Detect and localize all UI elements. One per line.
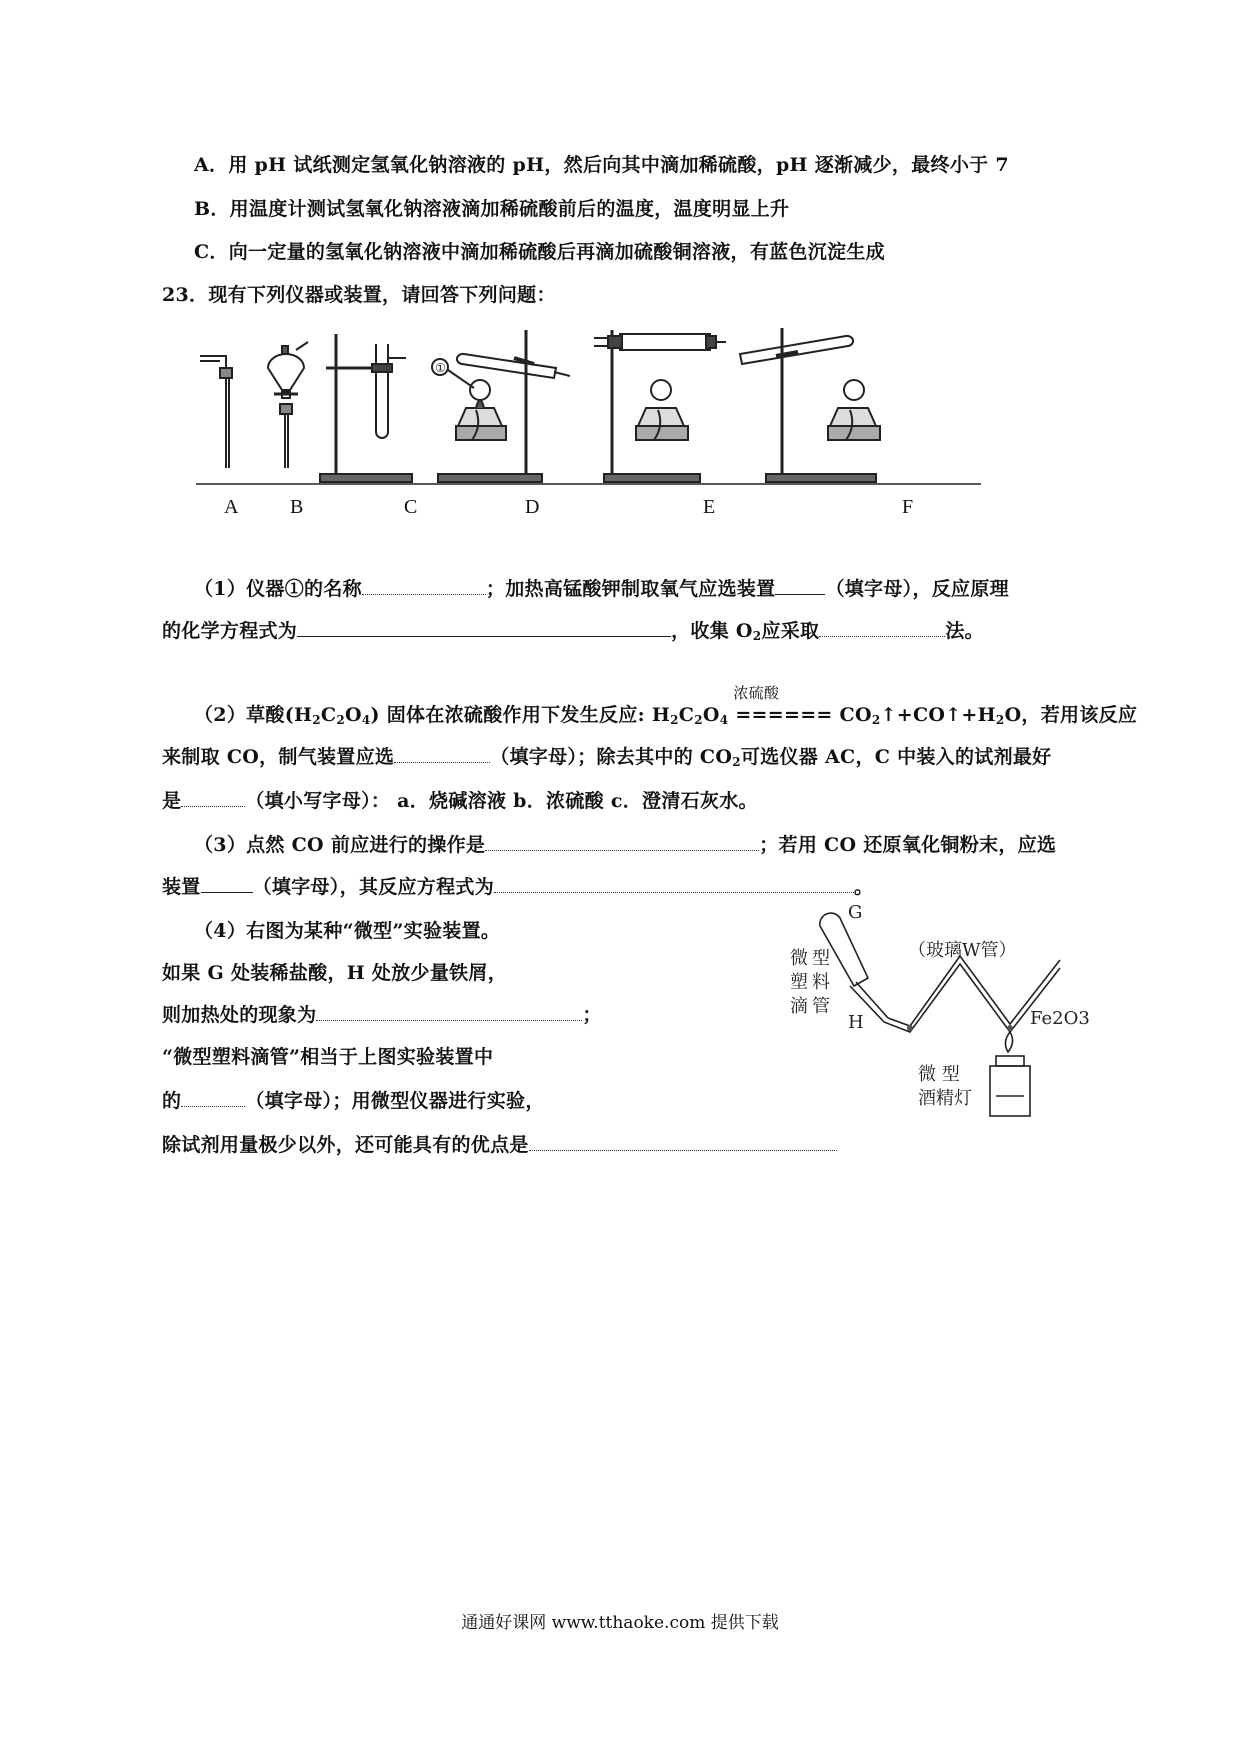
apparatus-figure xyxy=(196,328,986,494)
part2-line1: （2）草酸$(H_2C_2O_4)$ 固体在浓硫酸作用下发生反应: $H_2C_2O_4$ 浓硫酸 ====== $CO_2↑+CO↑+H_2O$，若用该反应 xyxy=(194,684,1138,727)
part1-line2: 的化学方程式为 ，收集 $O_2$应采取 法。 xyxy=(162,616,984,643)
label-dropper-4: 料 xyxy=(812,972,830,993)
label-lamp-1: 微 型 xyxy=(918,1064,960,1085)
label-dropper-5: 滴 xyxy=(790,996,808,1017)
answer-blank-cuo-apparatus[interactable] xyxy=(201,872,253,893)
label-h: H xyxy=(848,1012,864,1033)
label-f: F xyxy=(902,496,914,518)
label-dropper-3: 塑 xyxy=(790,972,808,993)
part2-line3: 是 （填小写字母）： a．烧碱溶液 b．浓硫酸 c．澄清石灰水。 xyxy=(162,786,758,813)
micro-apparatus-figure xyxy=(760,900,1120,1120)
apparatus-d xyxy=(432,330,570,482)
part3-line1: （3）点然 CO 前应进行的操作是 ；若用 CO 还原氧化铜粉末，应选 xyxy=(194,830,1056,857)
answer-blank-reagent[interactable] xyxy=(181,786,245,807)
option-b: B．用温度计测试氢氧化钠溶液滴加稀硫酸前后的温度，温度明显上升 xyxy=(194,198,790,220)
label-w-tube: （玻璃W管） xyxy=(908,940,1017,961)
apparatus-a xyxy=(200,356,232,468)
label-lamp-2: 酒精灯 xyxy=(918,1088,972,1109)
part4-line2: 如果 G 处装稀盐酸，H 处放少量铁屑， xyxy=(162,962,508,984)
label-b: B xyxy=(290,496,304,518)
label-g: G xyxy=(848,902,863,923)
answer-blank-co-operation[interactable] xyxy=(485,830,759,851)
label-c: C xyxy=(404,496,418,518)
reaction-condition: 浓硫酸 ====== xyxy=(733,684,833,726)
marker-1: ① xyxy=(435,361,446,375)
answer-blank-cuo-equation[interactable] xyxy=(494,872,854,893)
footer-credit: 通通好课网 www.tthaoke.com 提供下载 xyxy=(461,1613,779,1633)
answer-blank-dropper-equivalent[interactable] xyxy=(181,1086,245,1107)
answer-blank-heating-phenomenon[interactable] xyxy=(316,1000,582,1021)
label-d: D xyxy=(525,496,540,518)
part4-line1: （4）右图为某种“微型”实验装置。 xyxy=(194,920,501,942)
label-e: E xyxy=(703,496,716,518)
part4-line5: 的 （填字母）；用微型仪器进行实验， xyxy=(162,1086,545,1113)
part3-line2: 装置 （填字母），其反应方程式为 。 xyxy=(162,872,873,899)
part2-line2: 来制取 CO，制气装置应选 （填字母）；除去其中的 $CO_2$可选仪器 AC，C 中装入的试剂最好 xyxy=(162,742,1051,769)
label-dropper-1: 微 xyxy=(790,948,808,969)
answer-blank-kmno4-equation[interactable] xyxy=(297,616,671,637)
label-a: A xyxy=(224,496,239,518)
option-c: C．向一定量的氢氧化钠溶液中滴加稀硫酸后再滴加硫酸铜溶液，有蓝色沉淀生成 xyxy=(194,241,885,263)
part4-line6: 除试剂用量极少以外，还可能具有的优点是 xyxy=(162,1130,837,1157)
part4-line4: “微型塑料滴管”相当于上图实验装置中 xyxy=(162,1046,494,1068)
label-dropper-2: 型 xyxy=(812,948,830,969)
answer-blank-instrument-name[interactable] xyxy=(362,574,486,595)
question-heading: 23．现有下列仪器或装置，请回答下列问题： xyxy=(162,284,556,306)
apparatus-b xyxy=(268,342,308,468)
label-fe2o3: Fe2O3 xyxy=(1030,1008,1090,1029)
part4-line3: 则加热处的现象为 ； xyxy=(162,1000,602,1027)
answer-blank-advantage[interactable] xyxy=(529,1130,837,1151)
label-dropper-6: 管 xyxy=(812,996,830,1017)
answer-blank-collection-method[interactable] xyxy=(819,616,945,637)
apparatus-e xyxy=(594,330,726,482)
part1-line1: （1）仪器①的名称 ；加热高锰酸钾制取氧气应选装置 （填字母），反应原理 xyxy=(194,574,1009,601)
answer-blank-kmno4-apparatus[interactable] xyxy=(775,574,825,595)
answer-blank-co-apparatus[interactable] xyxy=(394,742,490,763)
apparatus-f xyxy=(740,328,880,482)
apparatus-c xyxy=(320,334,412,482)
option-a: A．用 pH 试纸测定氢氧化钠溶液的 pH，然后向其中滴加稀硫酸，pH 逐渐减少，最终小于 7 xyxy=(194,154,1009,176)
